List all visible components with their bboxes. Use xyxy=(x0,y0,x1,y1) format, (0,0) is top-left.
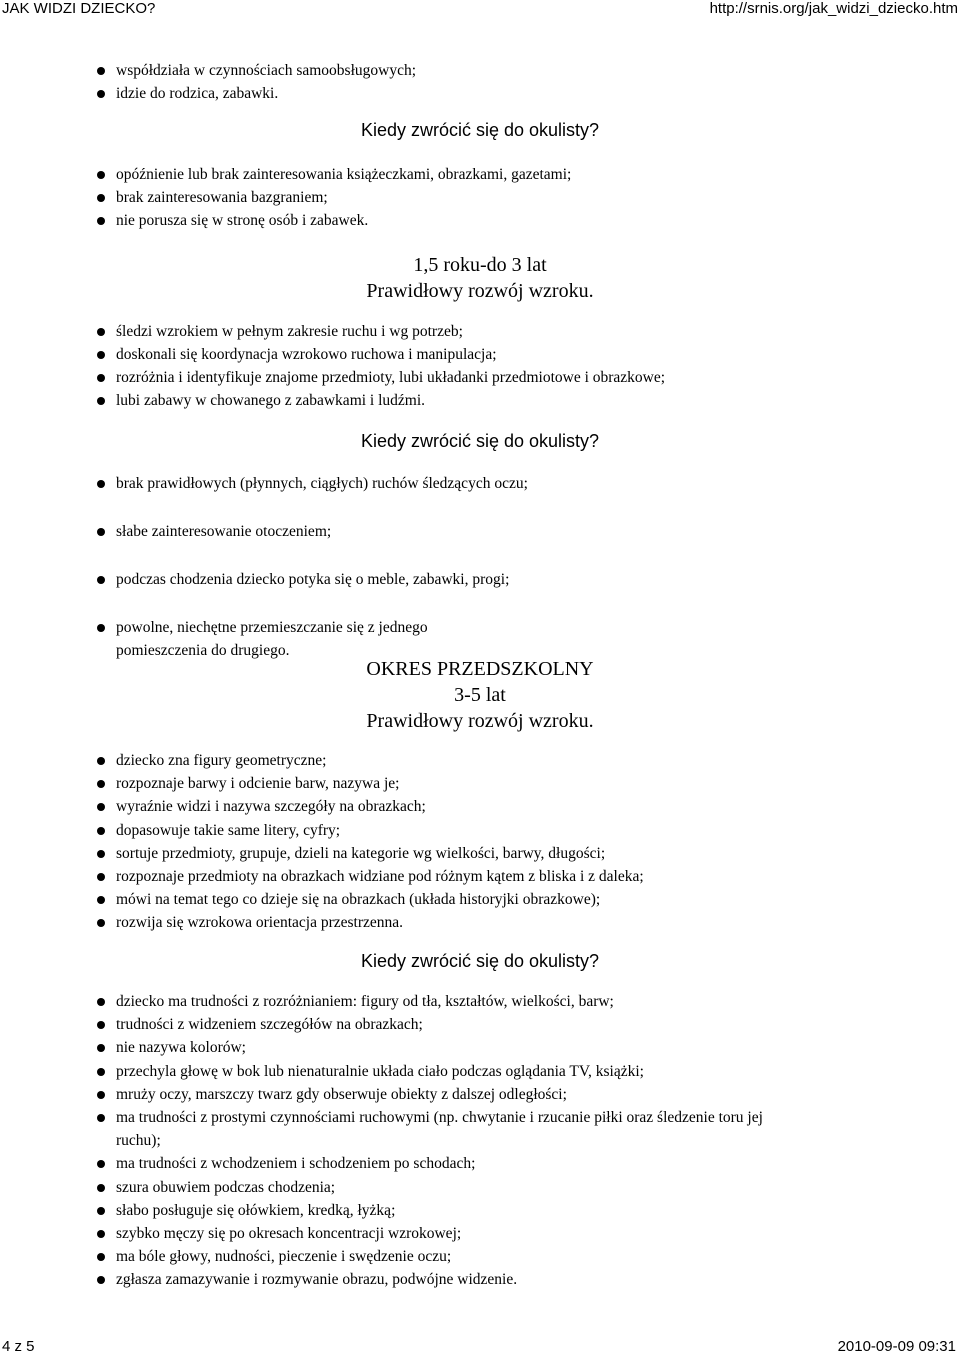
bullet-list xyxy=(0,990,960,1292)
list-item xyxy=(0,59,960,82)
list-item xyxy=(0,911,960,934)
list-item xyxy=(0,842,960,865)
list-item xyxy=(0,1083,960,1106)
bullet-icon xyxy=(97,1068,105,1076)
list-item xyxy=(0,1176,960,1199)
bullet-icon xyxy=(97,827,105,835)
list-item-text: rozpoznaje przedmioty na obrazkach widziane pod różnym kątem z bliska i z daleka; xyxy=(116,868,644,886)
list-item xyxy=(0,320,960,343)
list-item-text: nie nazywa kolorów; xyxy=(116,1039,246,1057)
bullet-icon xyxy=(97,480,105,488)
section-3 xyxy=(0,320,960,412)
list-item xyxy=(0,186,960,209)
bullet-icon xyxy=(97,328,105,336)
list-item xyxy=(0,1106,960,1152)
bullet-icon xyxy=(97,1207,105,1215)
bullet-list xyxy=(0,472,960,662)
bullet-icon xyxy=(97,351,105,359)
bullet-icon xyxy=(97,624,105,632)
section-4 xyxy=(0,472,960,662)
list-item xyxy=(0,865,960,888)
list-item-text: zgłasza zamazywanie i rozmywanie obrazu, podwójne widzenie. xyxy=(116,1271,518,1289)
bullet-list xyxy=(0,749,960,935)
list-item-text: mruży oczy, marszczy twarz gdy obserwuje obiekty z dalszej odległości; xyxy=(116,1085,567,1103)
list-item-text: rozróżnia i identyfikuje znajome przedmioty, lubi układanki przedmiotowe i obrazkowe; xyxy=(116,369,666,386)
list-item-text: przechyla głowę w bok lub nienaturalnie układa ciało podczas oglądania TV, książki; xyxy=(116,1062,644,1080)
list-item xyxy=(0,1199,960,1222)
bullet-icon xyxy=(97,374,105,382)
bullet-icon xyxy=(97,1276,105,1284)
list-item xyxy=(0,520,960,543)
bullet-icon xyxy=(97,194,105,202)
bullet-list xyxy=(0,163,960,232)
list-item-text: współdziała w czynnościach samoobsługowych; xyxy=(116,62,417,79)
bullet-icon xyxy=(97,1253,105,1261)
bullet-icon xyxy=(97,90,105,98)
bullet-icon xyxy=(97,850,105,858)
bullet-icon xyxy=(97,576,105,584)
bullet-icon xyxy=(97,1044,105,1052)
list-item xyxy=(0,343,960,366)
list-item xyxy=(0,1222,960,1245)
list-item xyxy=(0,1013,960,1036)
list-item-text: wyraźnie widzi i nazywa szczegóły na obrazkach; xyxy=(116,798,426,816)
section-heading-preschool xyxy=(0,656,960,734)
header-url[interactable]: http://srnis.org/jak_widzi_dziecko.htm xyxy=(709,0,958,17)
bullet-icon xyxy=(97,171,105,179)
list-item-text: dopasowuje takie same litery, cyfry; xyxy=(116,821,341,839)
heading-period: OKRES PRZEDSZKOLNY xyxy=(366,658,594,680)
bullet-icon xyxy=(97,780,105,788)
list-item-text: mówi na temat tego co dzieje się na obrazkach (układa historyjki obrazkowe); xyxy=(116,891,601,909)
list-item xyxy=(0,82,960,105)
heading-age: 3-5 lat xyxy=(454,684,506,706)
list-item-text: idzie do rodzica, zabawki. xyxy=(116,85,279,102)
list-item xyxy=(0,749,960,772)
bullet-icon xyxy=(97,896,105,904)
bullet-icon xyxy=(97,803,105,811)
section-heading-age-18m-3y xyxy=(0,252,960,304)
bullet-icon xyxy=(97,1114,105,1122)
list-item xyxy=(0,209,960,232)
page-number: 4 z 5 xyxy=(2,1338,35,1355)
bullet-icon xyxy=(97,998,105,1006)
print-datetime: 2010-09-09 09:31 xyxy=(837,1338,956,1355)
section-heading-ophthalmologist-3: Kiedy zwrócić się do okulisty? xyxy=(360,951,600,971)
list-item xyxy=(0,366,960,389)
list-item xyxy=(0,1060,960,1083)
bullet-icon xyxy=(97,1091,105,1099)
list-item-text: lubi zabawy w chowanego z zabawkami i ludźmi. xyxy=(116,392,426,409)
bullet-icon xyxy=(97,1230,105,1238)
bullet-icon xyxy=(97,217,105,225)
heading-subtitle: Prawidłowy rozwój wzroku. xyxy=(366,280,594,302)
list-item-text: podczas chodzenia dziecko potyka się o meble, zabawki, progi; xyxy=(116,571,510,588)
bullet-icon xyxy=(97,67,105,75)
list-item xyxy=(0,772,960,795)
list-item xyxy=(0,888,960,911)
list-item-text: śledzi wzrokiem w pełnym zakresie ruchu i wg potrzeb; xyxy=(116,323,463,340)
bullet-icon xyxy=(97,1021,105,1029)
heading-subtitle: Prawidłowy rozwój wzroku. xyxy=(366,710,594,732)
list-item xyxy=(0,795,960,818)
list-item xyxy=(0,1268,960,1291)
section-2 xyxy=(0,163,960,232)
list-item-text: powolne, niechętne przemieszczanie się z jednego pomieszczenia do drugiego. xyxy=(116,619,428,659)
list-item xyxy=(0,568,960,591)
list-item-text: dziecko zna figury geometryczne; xyxy=(116,752,327,769)
bullet-icon xyxy=(97,919,105,927)
list-item-text: trudności z widzeniem szczegółów na obrazkach; xyxy=(116,1016,423,1034)
list-item xyxy=(0,472,960,495)
list-item-text: opóźnienie lub brak zainteresowania książeczkami, obrazkami, gazetami; xyxy=(116,166,572,183)
bullet-icon xyxy=(97,397,105,405)
list-item xyxy=(0,1152,960,1175)
list-item-text: dziecko ma trudności z rozróżnianiem: figury od tła, kształtów, wielkości, barw; xyxy=(116,993,614,1010)
list-item xyxy=(0,819,960,842)
list-item-text: ma bóle głowy, nudności, pieczenie i swędzenie oczu; xyxy=(116,1248,452,1266)
bullet-icon xyxy=(97,1160,105,1168)
list-item-text: doskonali się koordynacja wzrokowo ruchowa i manipulacja; xyxy=(116,346,497,363)
list-item-text: ma trudności z wchodzeniem i schodzeniem po schodach; xyxy=(116,1155,476,1173)
bullet-icon xyxy=(97,873,105,881)
list-item xyxy=(0,389,960,412)
heading-age: 1,5 roku-do 3 lat xyxy=(413,254,547,276)
bullet-list xyxy=(0,320,960,412)
bullet-list xyxy=(0,59,960,105)
bullet-icon xyxy=(97,757,105,765)
section-5 xyxy=(0,749,960,935)
list-item-text: szybko męczy się po okresach koncentracji wzrokowej; xyxy=(116,1225,462,1243)
list-item xyxy=(0,1245,960,1268)
list-item xyxy=(0,990,960,1013)
list-item-text: szura obuwiem podczas chodzenia; xyxy=(116,1178,336,1196)
header-title: JAK WIDZI DZIECKO? xyxy=(2,0,156,17)
section-heading-ophthalmologist-1: Kiedy zwrócić się do okulisty? xyxy=(360,120,600,140)
list-item xyxy=(0,163,960,186)
section-1 xyxy=(0,59,960,105)
list-item-text: brak zainteresowania bazgraniem; xyxy=(116,189,328,206)
list-item-text: rozwija się wzrokowa orientacja przestrzenna. xyxy=(116,914,404,932)
list-item-text: nie porusza się w stronę osób i zabawek. xyxy=(116,212,369,229)
list-item-text: sortuje przedmioty, grupuje, dzieli na kategorie wg wielkości, barwy, długości; xyxy=(116,844,606,862)
list-item-text: słabe zainteresowanie otoczeniem; xyxy=(116,523,332,540)
list-item-text: rozpoznaje barwy i odcienie barw, nazywa je; xyxy=(116,775,400,793)
list-item-text: słabo posługuje się ołówkiem, kredką, łyżką; xyxy=(116,1201,396,1219)
list-item xyxy=(0,1036,960,1059)
section-heading-ophthalmologist-2: Kiedy zwrócić się do okulisty? xyxy=(360,431,600,451)
list-item-text: brak prawidłowych (płynnych, ciągłych) ruchów śledzących oczu; xyxy=(116,475,528,492)
bullet-icon xyxy=(97,528,105,536)
bullet-icon xyxy=(97,1184,105,1192)
list-item-text: ma trudności z prostymi czynnościami ruchowymi (np. chwytanie i rzucanie piłki oraz śledzenie toru jej ruchu); xyxy=(116,1109,763,1150)
section-6 xyxy=(0,990,960,1292)
